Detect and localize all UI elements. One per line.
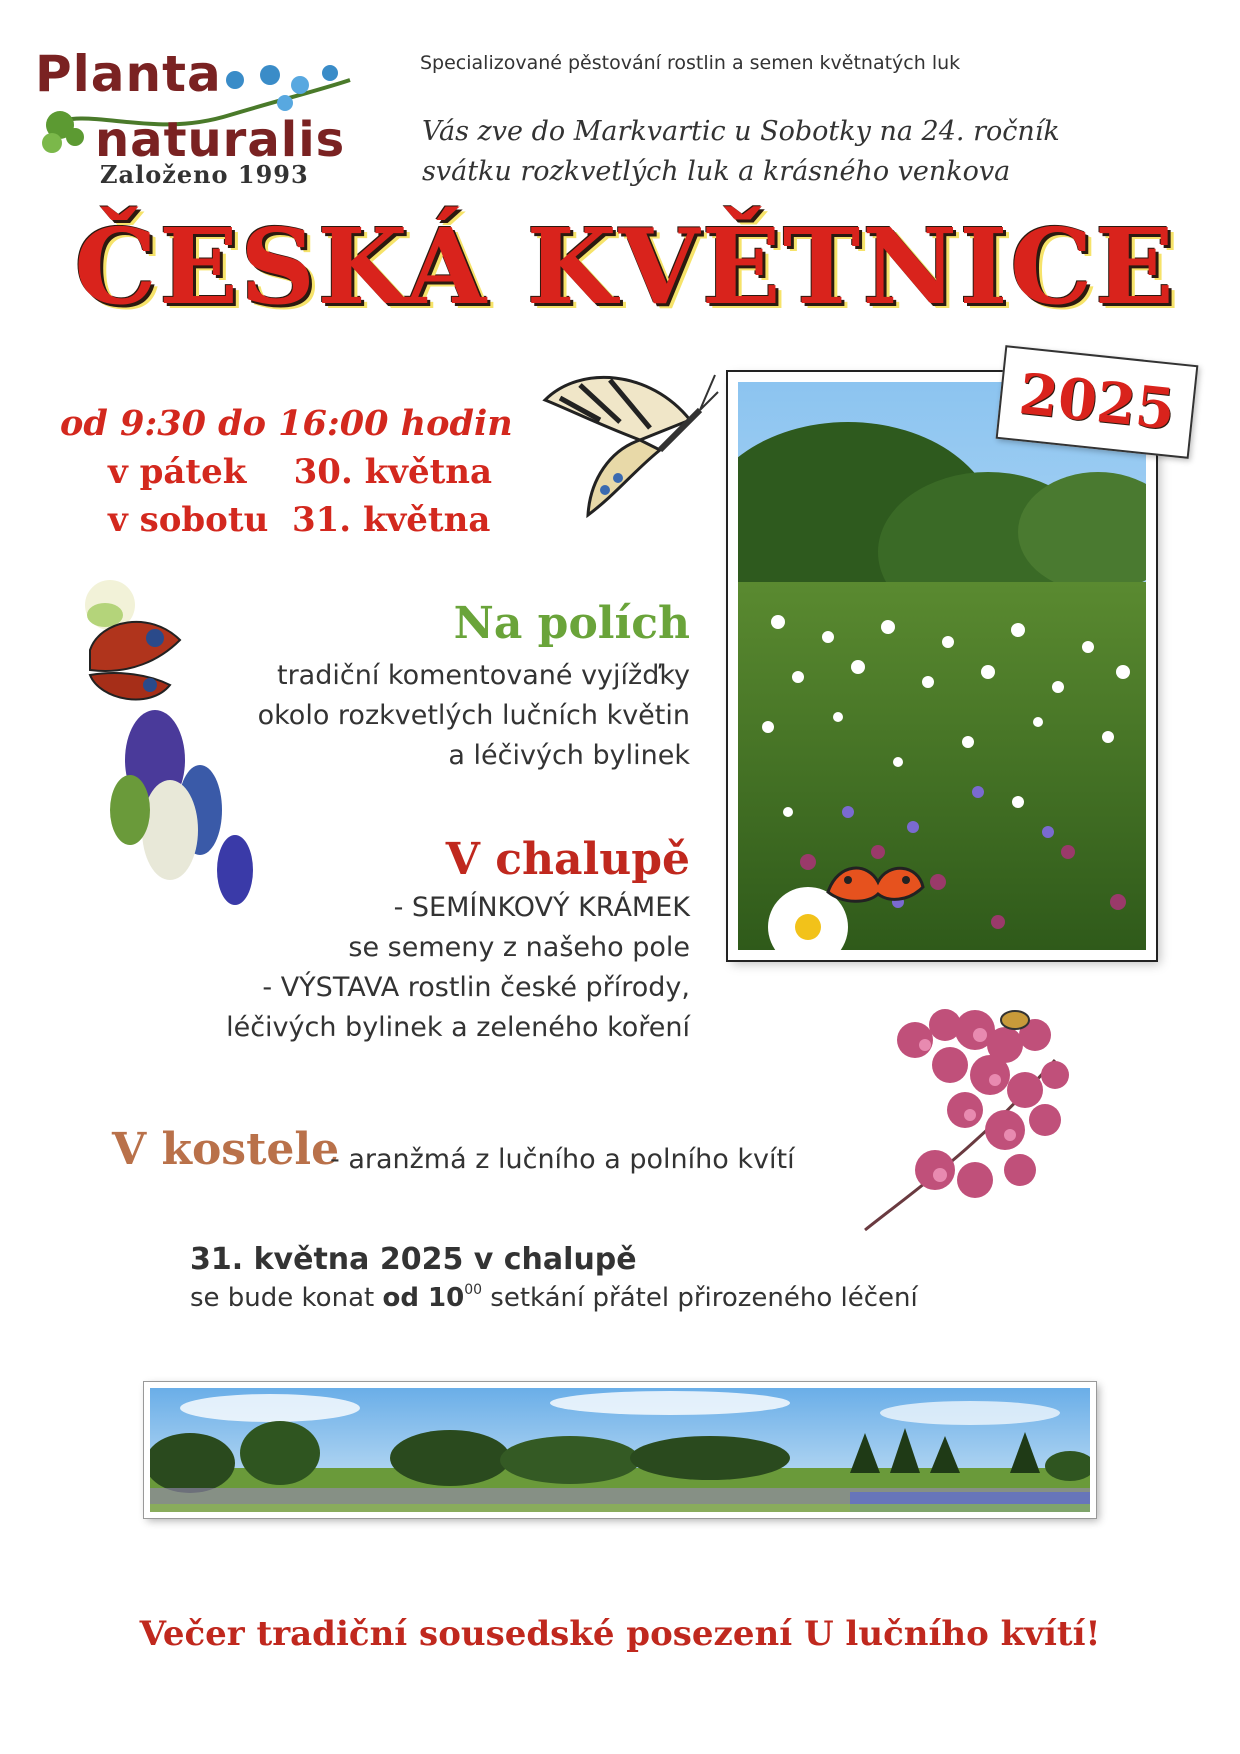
event-title: ČESKÁ KVĚTNICE xyxy=(74,205,1176,328)
schedule-friday: v pátek 30. května xyxy=(108,452,493,492)
logo-word-naturalis: naturalis xyxy=(95,112,346,168)
tagline: Specializované pěstování rostlin a semen květnatých luk xyxy=(420,52,961,74)
logo-word-planta: Planta xyxy=(35,45,222,103)
church-description: - aranžmá z lučního a polního kvítí xyxy=(330,1144,795,1175)
cottage-description xyxy=(226,888,690,1048)
invitation-line-2: svátku rozkvetlých luk a krásného venkova xyxy=(422,156,1011,187)
cottage-line-4: léčivých bylinek a zeleného koření xyxy=(226,1012,690,1043)
meadow-photo-frame xyxy=(728,372,1156,960)
meeting-description xyxy=(190,1282,918,1313)
cottage-line-2: se semeny z našeho pole xyxy=(348,932,690,963)
fields-line-2: okolo rozkvetlých lučních květin xyxy=(257,700,690,731)
schedule-saturday: v sobotu 31. května xyxy=(108,500,491,540)
panorama-photo xyxy=(150,1388,1090,1512)
fields-line-3: a léčivých bylinek xyxy=(448,740,690,771)
evening-announcement: Večer tradiční sousedské posezení U lučního kvítí! xyxy=(139,1614,1101,1654)
invitation-line-1: Vás zve do Markvartic u Sobotky na 24. ročník xyxy=(422,116,1060,147)
meeting-time-minutes: 00 xyxy=(464,1282,483,1298)
cottage-line-1: - SEMÍNKOVÝ KRÁMEK xyxy=(393,892,690,923)
opening-hours: od 9:30 do 16:00 hodin xyxy=(60,403,513,444)
logo-founded: Založeno 1993 xyxy=(100,160,309,189)
cottage-heading: V chalupě xyxy=(445,834,690,885)
invitation xyxy=(422,112,1060,192)
meeting-text-before: se bude konat xyxy=(190,1283,383,1313)
year-badge: 2025 xyxy=(996,345,1199,459)
church-heading: V kostele xyxy=(112,1124,340,1175)
swallowtail-butterfly-icon xyxy=(540,370,720,520)
fields-heading: Na polích xyxy=(453,598,690,649)
meeting-text-after: setkání přátel přirozeného léčení xyxy=(482,1283,918,1313)
panorama-photo-frame xyxy=(144,1382,1096,1518)
schedule xyxy=(60,400,513,544)
fields-line-1: tradiční komentované vyjížďky xyxy=(277,660,690,691)
meeting-heading: 31. května 2025 v chalupě xyxy=(190,1242,637,1277)
meeting-time: od 10 xyxy=(382,1283,465,1313)
peacock-butterfly-icon xyxy=(70,580,270,930)
fields-description xyxy=(258,656,690,776)
cottage-line-3: - VÝSTAVA rostlin české přírody, xyxy=(262,972,690,1003)
oregano-flowers-icon xyxy=(855,1000,1095,1250)
meadow-photo xyxy=(738,382,1146,950)
